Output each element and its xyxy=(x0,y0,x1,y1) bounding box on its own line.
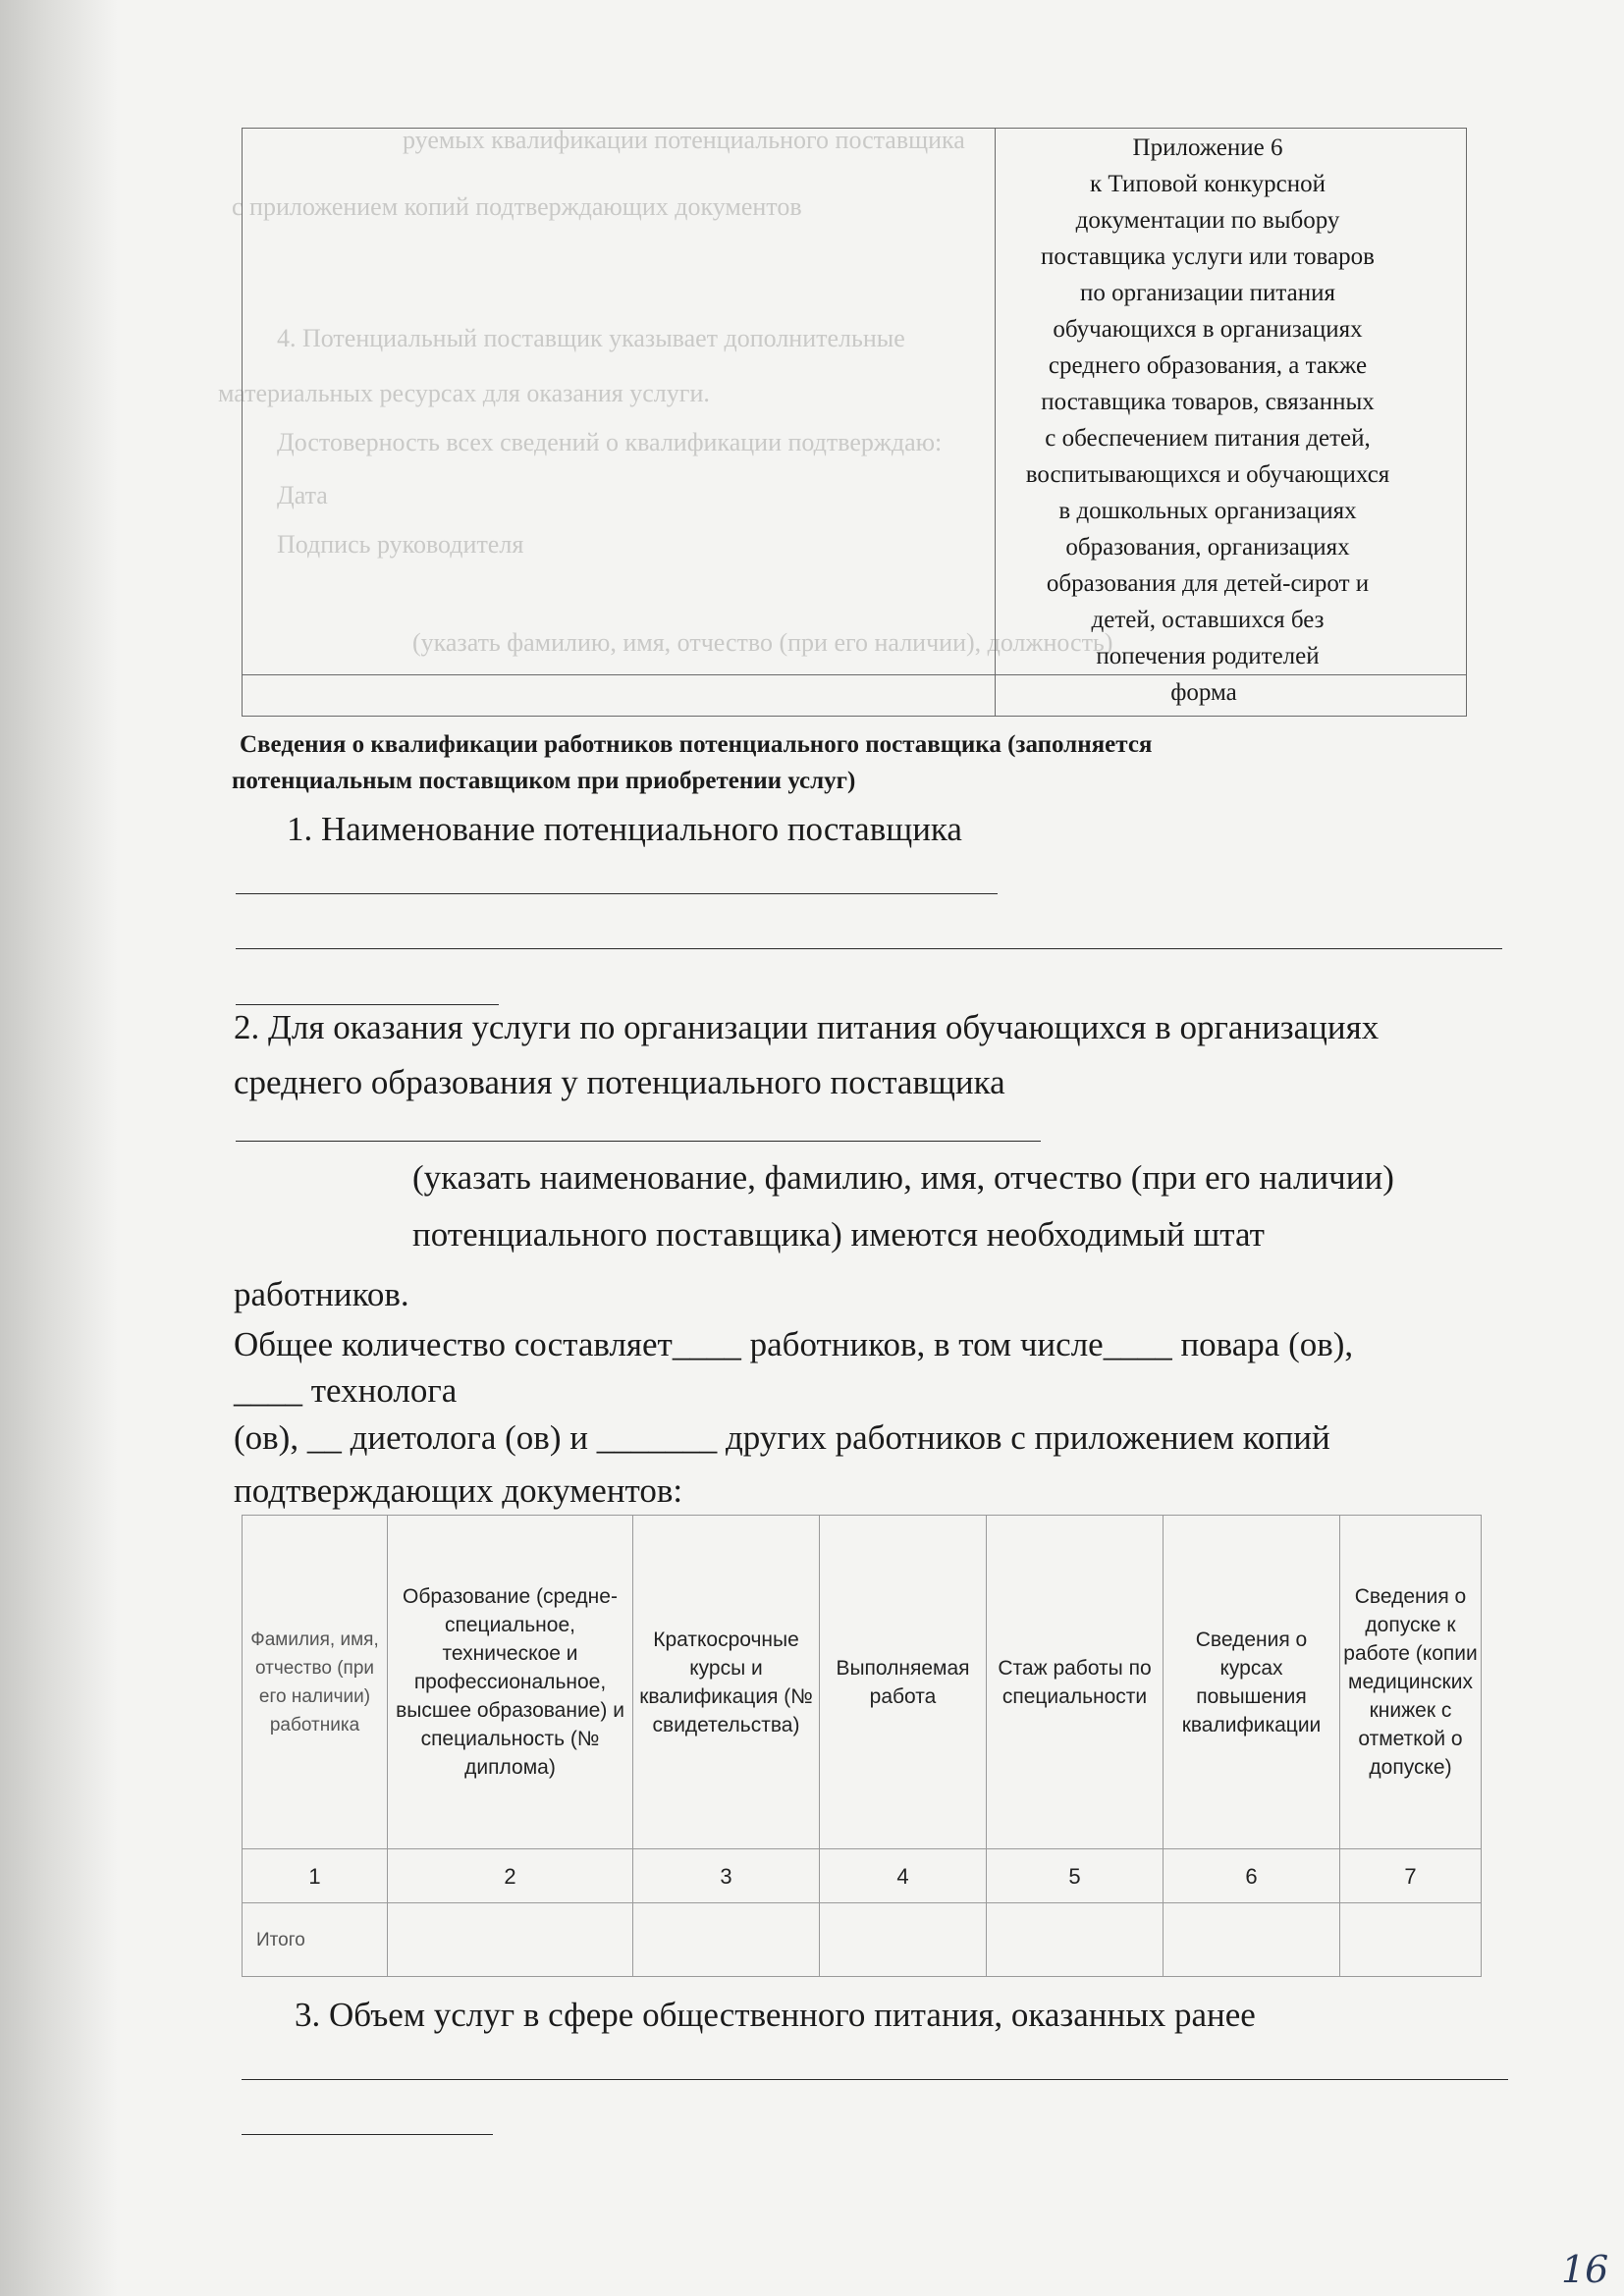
fill-line[interactable] xyxy=(242,2079,1508,2080)
table-total-row xyxy=(243,1903,1482,1977)
section-2-line-1: 2. Для оказания услуги по организации питания обучающихся в организациях xyxy=(234,1008,1380,1046)
table-header-row xyxy=(243,1516,1482,1849)
bleed-through-text-3: 4. Потенциальный поставщик указывает дополнительные xyxy=(277,324,905,352)
table-cell[interactable] xyxy=(1340,1903,1482,1977)
table-number-cell: 7 xyxy=(1340,1849,1482,1903)
total-label: Итого xyxy=(243,1903,388,1977)
section-2-note-2: потенциального поставщика) имеются необходимый штат xyxy=(412,1215,1265,1254)
annex-line: документации по выбору xyxy=(1075,207,1340,234)
bleed-through-text-8: (указать фамилию, имя, отчество (при его наличии), должность) xyxy=(412,628,1113,657)
annex-line: среднего образования, а также xyxy=(1048,352,1368,379)
table-number-cell: 6 xyxy=(1164,1849,1340,1903)
table-header-cell: Выполняемая работа xyxy=(820,1516,987,1849)
table-header-cell: Сведения о курсах повышения квалификации xyxy=(1164,1516,1340,1849)
bleed-through-text-6: Дата xyxy=(277,481,328,509)
table-header-cell: Фамилия, имя, отчество (при его наличии) работника xyxy=(243,1516,388,1849)
table-cell[interactable] xyxy=(388,1903,633,1977)
staff-qualification-table xyxy=(242,1515,1482,1977)
section-2-line-2: среднего образования у потенциального поставщика xyxy=(234,1063,1005,1101)
annex-line: образования для детей-сирот и xyxy=(1046,570,1370,597)
fill-line[interactable] xyxy=(236,893,998,894)
form-label: форма xyxy=(1170,679,1237,706)
annex-line: к Типовой конкурсной xyxy=(1090,171,1326,197)
table-header-cell: Сведения о допуске к работе (копии медицинских книжек с отметкой о допуске) xyxy=(1340,1516,1482,1849)
bleed-through-text-4: материальных ресурсах для оказания услуги. xyxy=(218,379,710,407)
table-cell[interactable] xyxy=(987,1903,1164,1977)
table-header-cell: Краткосрочные курсы и квалификация (№ свидетельства) xyxy=(633,1516,820,1849)
table-number-cell: 3 xyxy=(633,1849,820,1903)
annex-line: Приложение 6 xyxy=(1132,134,1283,161)
annex-line: попечения родителей xyxy=(1096,643,1320,669)
annex-line: воспитывающихся и обучающихся xyxy=(1025,461,1390,488)
title-line-2: потенциальным поставщиком при приобретении услуг) xyxy=(232,768,856,794)
table-number-cell: 2 xyxy=(388,1849,633,1903)
title-line-1: Сведения о квалификации работников потенциального поставщика (заполняется xyxy=(240,731,1153,758)
fill-line[interactable] xyxy=(242,2134,493,2135)
section-3-heading: 3. Объем услуг в сфере общественного питания, оказанных ранее xyxy=(295,1996,1256,2034)
annex-line: обучающихся в организациях xyxy=(1053,316,1363,343)
table-number-cell: 1 xyxy=(243,1849,388,1903)
annex-line: поставщика товаров, связанных xyxy=(1041,389,1375,415)
staff-count-line-1: Общее количество составляет____ работников, в том числе____ повара (ов), xyxy=(234,1325,1354,1363)
fill-line[interactable] xyxy=(236,948,1502,949)
section-2-note-1: (указать наименование, фамилию, имя, отчество (при его наличии) xyxy=(412,1158,1394,1197)
annex-line: детей, оставшихся без xyxy=(1091,607,1325,633)
annex-caption xyxy=(1011,130,1404,674)
document-title xyxy=(232,726,1514,799)
annex-line: с обеспечением питания детей, xyxy=(1045,425,1371,452)
annex-line: образования, организациях xyxy=(1065,534,1350,561)
fill-line[interactable] xyxy=(236,1141,1041,1142)
annex-line: по организации питания xyxy=(1080,280,1335,306)
annex-line: в дошкольных организациях xyxy=(1058,498,1357,524)
bleed-through-text-5: Достоверность всех сведений о квалификации подтверждаю: xyxy=(277,428,943,456)
section-1-heading: 1. Наименование потенциального поставщика xyxy=(287,810,962,848)
staff-count-line-4: подтверждающих документов: xyxy=(234,1471,683,1510)
table-cell[interactable] xyxy=(1164,1903,1340,1977)
table-header-cell: Образование (средне-специальное, техническое и профессиональное, высшее образование) и специальность (№ диплома) xyxy=(388,1516,633,1849)
page-number: 16 xyxy=(1561,2248,1609,2291)
bleed-through-text-2: с приложением копий подтверждающих документов xyxy=(232,192,802,221)
annex-line: поставщика услуги или товаров xyxy=(1041,243,1375,270)
staff-count-line-3: (ов), __ диетолога (ов) и _______ других работников с приложением копий xyxy=(234,1418,1330,1457)
table-cell[interactable] xyxy=(820,1903,987,1977)
table-number-row xyxy=(243,1849,1482,1903)
section-2-line-3: работников. xyxy=(234,1275,409,1313)
table-header-cell: Стаж работы по специальности xyxy=(987,1516,1164,1849)
table-number-cell: 5 xyxy=(987,1849,1164,1903)
staff-count-line-2: ____ технолога xyxy=(234,1371,458,1410)
table-number-cell: 4 xyxy=(820,1849,987,1903)
scan-shadow xyxy=(0,0,118,2296)
bleed-through-text-7: Подпись руководителя xyxy=(277,530,524,559)
bleed-through-text-1: руемых квалификации потенциального поставщика xyxy=(403,126,965,154)
table-cell[interactable] xyxy=(633,1903,820,1977)
